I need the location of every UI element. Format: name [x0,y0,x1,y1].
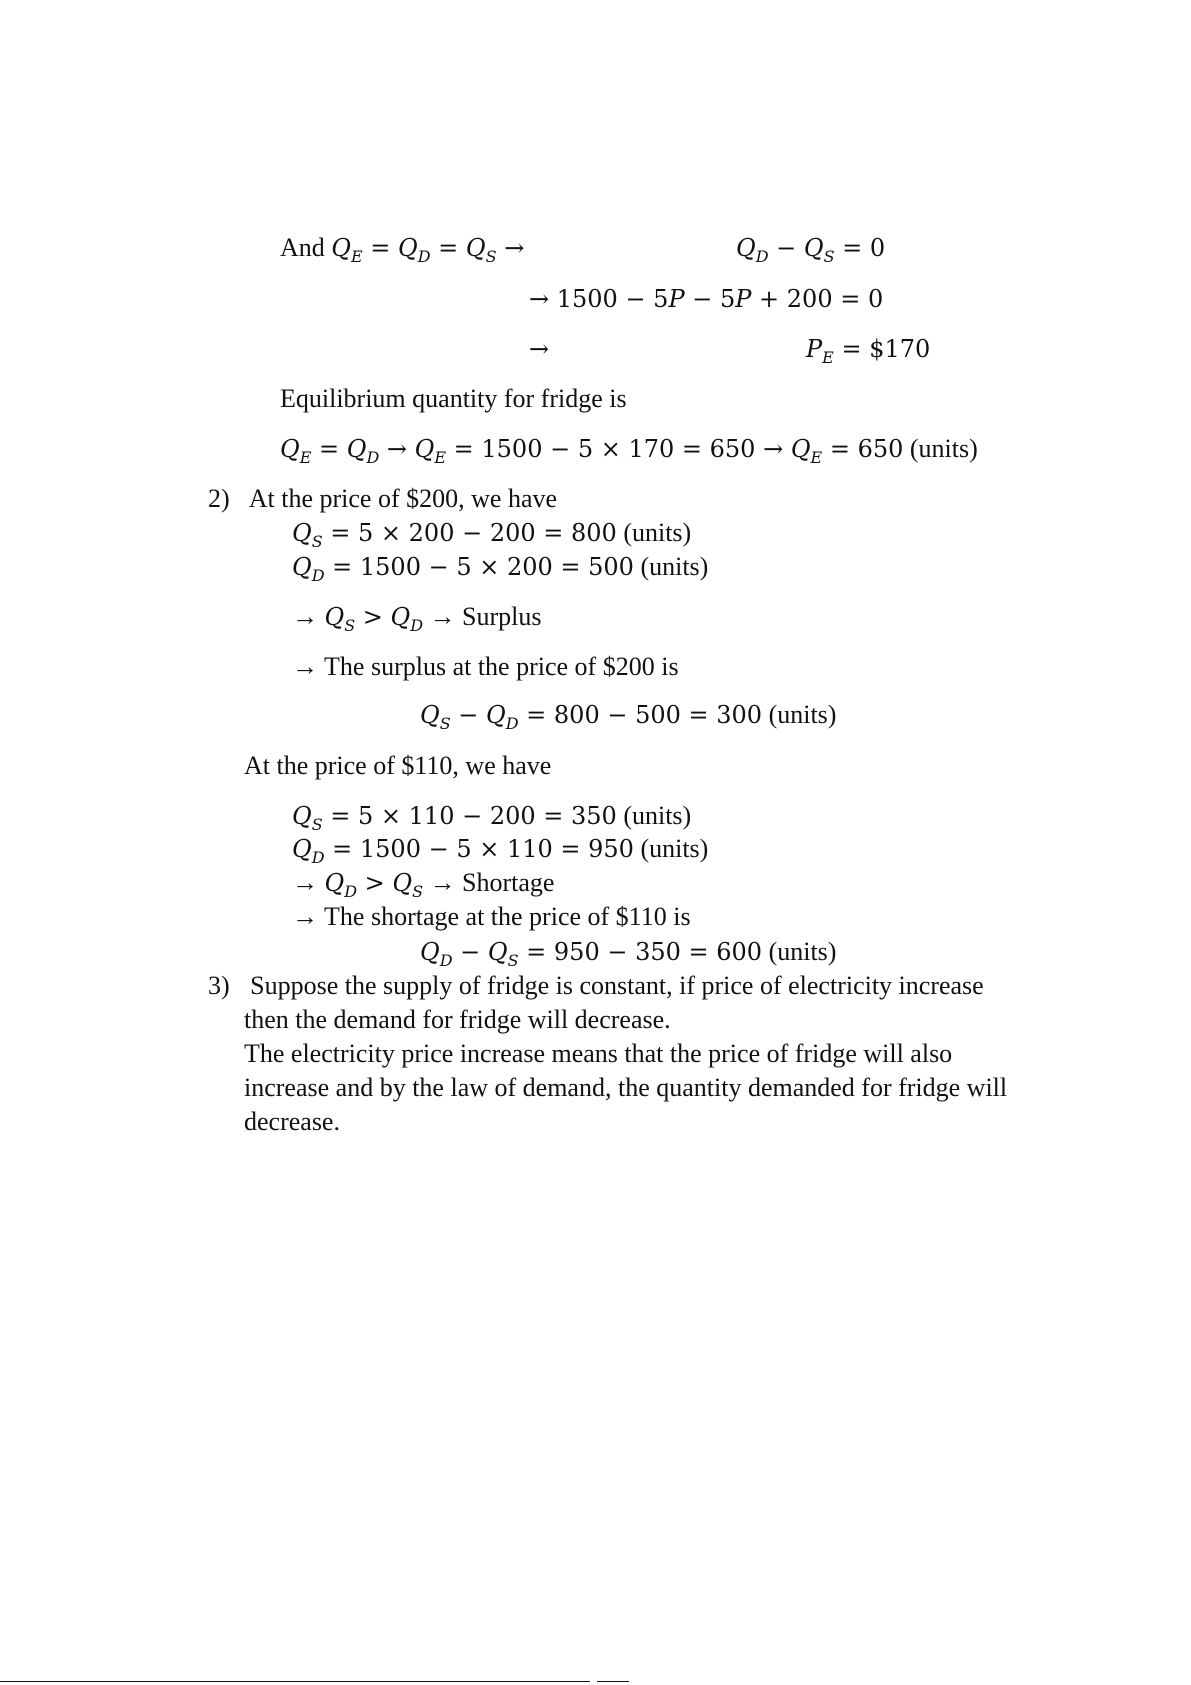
section-3-line: Suppose the supply of fridge is constant, if price of electricity increase [250,971,984,1000]
equilibrium-condition [280,233,525,266]
section-3-line: then the demand for fridge will decrease. [244,1005,671,1034]
section-3-line: increase and by the law of demand, the quantity demanded for fridge will [244,1073,1008,1102]
footer-divider [0,1681,590,1682]
arrow: → [292,868,318,897]
qd-at-110 [292,834,709,867]
units-label: (units) [909,434,978,463]
shortage-equation: $Q_D - Q_S = 950 - 350 = 600$ [420,938,763,970]
and-word: And [280,233,325,262]
qs-greater-qd: $Q_S > Q_D$ [324,603,424,635]
footer-divider-short [597,1681,629,1682]
qs-at-110 [292,801,692,834]
qd-greater-qs: $Q_D > Q_S$ [324,869,424,901]
section-2-intro [208,484,557,514]
surplus-calculation [420,700,837,733]
equation-arrow: → [529,335,550,363]
qs-110-equation: $Q_S = 5 \times 110 - 200 = 350$ [292,802,617,834]
shortage-label: → Shortage [429,868,555,897]
qd-at-200 [292,552,709,585]
qd-110-equation: $Q_D = 1500 - 5 \times 110 = 950$ [292,835,634,867]
equilibrium-quantity-line [280,434,978,467]
equation-expanded: → 1500 − 5P − 5P + 200 = 0 [529,285,884,313]
units-label: (units) [640,834,709,863]
equilibrium-price: $P_E$ = $170 [806,335,931,367]
surplus-text: → The surplus at the price of $200 is [292,652,679,681]
section-3-line: decrease. [244,1107,340,1136]
section-3-number: 3) [208,971,230,1000]
units-label: (units) [623,518,692,547]
section-2-intro-text: At the price of $200, we have [248,484,558,513]
qd-200-equation: $Q_D = 1500 - 5 \times 200 = 500$ [292,553,634,585]
arrow: → [292,602,318,631]
shortage-calculation [420,937,837,970]
shortage-comparison [292,868,555,901]
surplus-equation: $Q_S - Q_D = 800 - 500 = 300$ [420,701,763,733]
qe-qd-qs-expression: $Q_E = Q_D = Q_S$ → [331,234,525,266]
qs-at-200 [292,518,692,551]
section-3-first-line [208,971,984,1001]
equilibrium-quantity-equation: $Q_E = Q_D \to Q_E = 1500 - 5 \times 170 = 650 \to Q_E = 650$ [280,435,904,467]
surplus-comparison [292,602,542,635]
surplus-label: → Surplus [429,602,542,631]
shortage-text: → The shortage at the price of $110 is [292,902,691,931]
section-3-line: The electricity price increase means that the price of fridge will also [244,1039,953,1068]
units-label: (units) [768,937,837,966]
equation-qd-minus-qs: $Q_D - Q_S = 0$ [736,234,886,266]
units-label: (units) [768,700,837,729]
units-label: (units) [623,801,692,830]
qs-200-equation: $Q_S = 5 \times 200 - 200 = 800$ [292,519,617,551]
units-label: (units) [640,552,709,581]
price-110-intro: At the price of $110, we have [244,751,552,780]
equilibrium-quantity-intro: Equilibrium quantity for fridge is [280,384,627,413]
section-2-number: 2) [208,484,230,513]
